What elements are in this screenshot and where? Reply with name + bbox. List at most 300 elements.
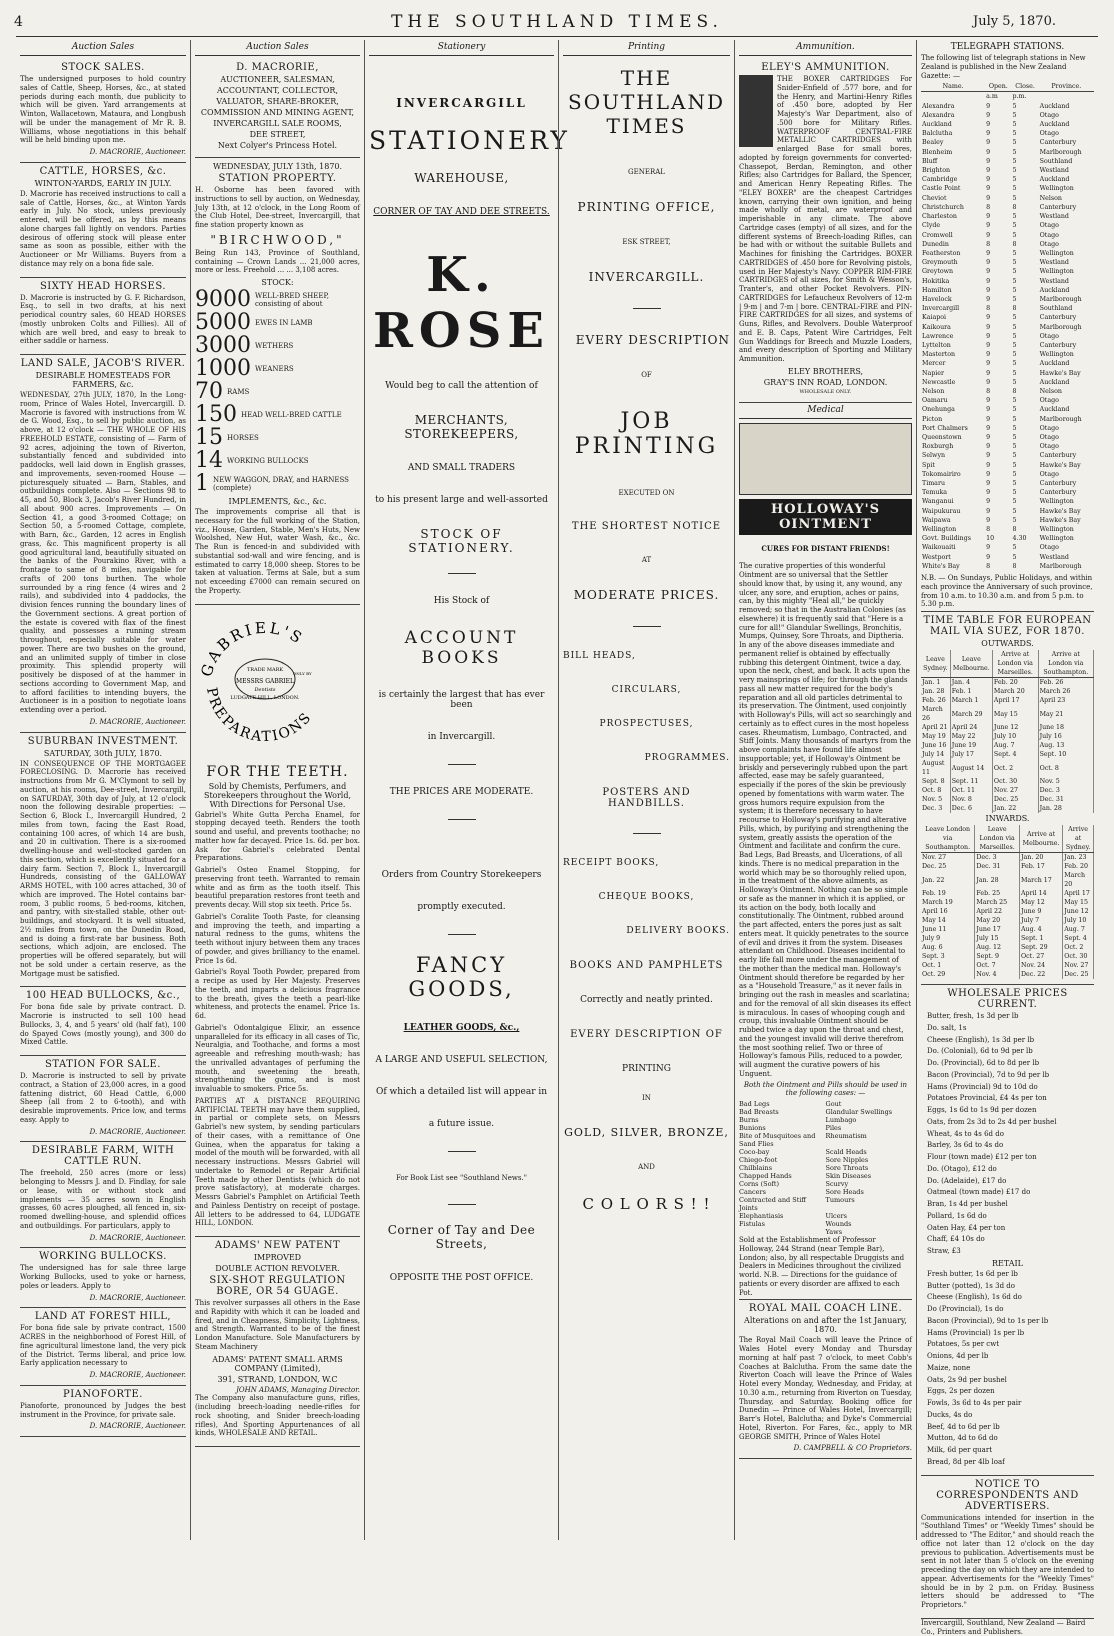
telegraph-cell: Balclutha — [922, 130, 953, 138]
outwards-row — [921, 687, 1094, 696]
mail-cell: August 11 — [921, 759, 950, 777]
mail-cell: Feb. 25 — [975, 889, 1020, 898]
mail-cell: July 16 — [1038, 732, 1093, 741]
printing-prog: PROGRAMMES. — [644, 753, 730, 763]
mail-col-header: Arrive at London via Southampton. — [1038, 650, 1093, 678]
mail-cell: March 19 — [921, 898, 975, 907]
adams-body: This revolver surpasses all others in the Ease and Rapidity with which it can be loaded and fired, and in Cheapness, Simplicity, Lightness, and Strength. Warranted to be of the finest London Manufacture. Sole Manufacturers by Steam Machinery — [195, 1299, 360, 1351]
prices-title: WHOLESALE PRICES CURRENT. — [947, 988, 1068, 1011]
auction-ad — [20, 1386, 186, 1437]
mail-cell: Jan. 22 — [921, 871, 975, 889]
holloway-both: Both the Ointment and Pills should be used in the following cases: — — [743, 1080, 908, 1098]
telegraph-cell: 10 — [986, 535, 995, 543]
ad-body: D. Macrorie is instructed by G. F. Richardson, Esq., to sell in two drafts, at his next periodical country sales, 60 HEAD HORSES (mostly unbroken Colts and Fillies). All of which are well bred, and easy to break to either saddle or harness. — [20, 293, 186, 346]
mail-col-header: Leave London via Southampton. — [921, 825, 975, 853]
telegraph-intro: The following list of telegraph stations in New Zealand is published in the New Zealand Gazette: — — [921, 54, 1086, 80]
stat-detailed: Of which a detailed list will appear in — [375, 1087, 548, 1097]
telegraph-cell: Wanganui — [922, 498, 954, 506]
ad-signature: D. MACRORIE, Auctioneer. — [89, 1233, 186, 1242]
mail-col-header: Leave London via Marseilles. — [975, 825, 1020, 853]
disease-item: Tumours — [825, 1196, 855, 1205]
printing-receipt: RECEIPT BOOKS, — [563, 858, 660, 868]
telegraph-cell: 8 — [1012, 526, 1017, 533]
telegraph-col-header: Close. — [1012, 82, 1039, 92]
telegraph-cell: Wellington — [1039, 535, 1074, 543]
telegraph-cell: 5 — [1012, 286, 1017, 294]
telegraph-cell: Otago — [1039, 231, 1059, 239]
telegraph-row — [921, 138, 1094, 147]
inwards-row — [921, 889, 1094, 898]
inwards-row — [921, 907, 1094, 916]
telegraph-row — [921, 553, 1094, 562]
page-number: 4 — [14, 14, 23, 30]
telegraph-cell: Nelson — [1039, 194, 1062, 202]
telegraph-row — [921, 102, 1094, 111]
telegraph-cell: Otago — [1039, 111, 1059, 119]
holloway-banner: HOLLOWAY'S OINTMENT — [739, 499, 912, 535]
macrorie-line: INVERCARGILL SALE ROOMS, — [213, 119, 342, 128]
mail-cell: Dec. 3 — [1038, 786, 1093, 795]
mail-cell: Feb. 20 — [992, 678, 1038, 688]
telegraph-cell: 9 — [986, 507, 991, 515]
ad-body: For bona fide sale by private contract. D. Macrorie is instructed to sell 100 head Bullocks, 3, 4, and 5 years' old (half fat), 100 do Spayed Cows (mostly young), and 300 do Mixed Cattle. — [20, 1003, 186, 1047]
mail-cell: May 21 — [1038, 705, 1093, 723]
gabriel-items — [195, 811, 360, 1229]
telegraph-cell: Hawke's Bay — [1039, 516, 1081, 524]
stat-prices: THE PRICES ARE MODERATE. — [389, 787, 534, 797]
telegraph-cell: Roxburgh — [922, 443, 954, 451]
telegraph-note: N.B. — On Sundays, Public Holidays, and within each province the Anniversary of such province, from 10 a.m. to 10.30 a.m. and from 5 p.m. to 5.30 p.m. — [921, 574, 1093, 609]
disease-item: Contracted and Stiff Joints — [739, 1196, 807, 1213]
stock-desc: WELL-BRED SHEEP, consisting of about — [255, 292, 329, 308]
retail-item: Hams (Provincial) 1s per lb — [927, 1328, 1025, 1337]
telegraph-cell: 5 — [1012, 415, 1017, 423]
disease-item: Wounds — [825, 1220, 852, 1229]
telegraph-row — [921, 341, 1094, 350]
telegraph-cell: 9 — [986, 397, 991, 405]
ad-signature: D. MACRORIE, Auctioneer. — [89, 1127, 186, 1136]
disease-item — [739, 1228, 826, 1236]
telegraph-cell: Clyde — [922, 222, 941, 230]
divider — [448, 1204, 476, 1205]
telegraph-cell: Picton — [922, 415, 943, 423]
mail-cell: July 7 — [1019, 916, 1062, 925]
telegraph-cell: 9 — [986, 433, 991, 441]
telegraph-cell: Wellington — [1039, 185, 1074, 193]
telegraph-cell: 9 — [986, 461, 991, 469]
telegraph-cell: 9 — [986, 121, 991, 129]
telegraph-row — [921, 194, 1094, 203]
auction-ad — [20, 59, 186, 163]
telegraph-cell: Spit — [922, 461, 935, 469]
mail-cell: June 17 — [975, 925, 1020, 934]
disease-item: Bad Breasts — [739, 1108, 779, 1117]
mail-cell: March 25 — [975, 898, 1020, 907]
telegraph-cell: Port Chalmers — [922, 424, 968, 432]
telegraph-cell: 9 — [986, 139, 991, 147]
mail-cell: March 1 — [950, 696, 992, 705]
mail-cell: Aug. 7 — [992, 741, 1038, 750]
telegraph-cell: Auckland — [922, 121, 952, 129]
eley-sig: ELEY BROTHERS, — [787, 366, 864, 376]
stock-row — [195, 312, 360, 334]
telegraph-cell: Masterton — [922, 351, 956, 359]
telegraph-cell: Westland — [1039, 277, 1069, 285]
telegraph-cell: 5 — [1012, 489, 1017, 497]
telegraph-cell: Westland — [1039, 213, 1069, 221]
divider — [448, 573, 476, 574]
telegraph-cell: Auckland — [1039, 286, 1070, 294]
outwards-row — [921, 678, 1094, 688]
telegraph-cell: 5 — [1012, 323, 1017, 331]
gabriel-item: Gabriel's White Gutta Percha Enamel, for stopping decayed teeth. Renders the tooth sound and useful, and prevents toothache; no matter how far decayed. Price 1s. 6d. per box. Ask for Gabriel's celebrated Dental Preparations. — [195, 810, 360, 863]
telegraph-cell: 9 — [986, 148, 991, 156]
mail-cell: Nov. 4 — [975, 970, 1020, 979]
printing-every: EVERY DESCRIPTION — [575, 333, 730, 347]
telegraph-cell: Canterbury — [1039, 452, 1077, 460]
telegraph-cell: 5 — [1012, 369, 1017, 377]
disease-item: Skin Diseases — [825, 1172, 872, 1181]
eley-title: ELEY'S AMMUNITION. — [761, 62, 890, 73]
stock-row — [195, 404, 360, 426]
retail-item: Cheese (English), 1s 6d do — [927, 1293, 1022, 1302]
telegraph-cell: Invercargill — [922, 305, 960, 313]
telegraph-cell: 5 — [1012, 360, 1017, 368]
mail-cell: Oct. 11 — [950, 786, 992, 795]
telegraph-cell: Greymouth — [922, 259, 958, 267]
telegraph-row — [921, 488, 1094, 497]
outwards-row — [921, 723, 1094, 732]
ad-signature: D. MACRORIE, Auctioneer. — [89, 1422, 186, 1431]
mail-cell: July 15 — [975, 934, 1020, 943]
telegraph-cell: Bealey — [922, 139, 944, 147]
stat-account-books: ACCOUNT BOOKS — [404, 628, 519, 668]
station-name: "BIRCHWOOD," — [210, 232, 345, 247]
mail-cell: April 21 — [921, 723, 950, 732]
column-header: Auction Sales — [195, 40, 360, 56]
adams-company: ADAMS' PATENT SMALL ARMS COMPANY (Limited), — [212, 1354, 343, 1373]
telegraph-cell: 5 — [1012, 424, 1017, 432]
telegraph-cell: Hawke's Bay — [1039, 461, 1081, 469]
telegraph-cell: Otago — [1039, 433, 1059, 441]
telegraph-row — [921, 387, 1094, 396]
retail-item: Maize, none — [927, 1363, 971, 1372]
telegraph-col-header: Province. — [1039, 82, 1094, 92]
mail-cell: June 18 — [1038, 723, 1093, 732]
telegraph-cell: 9 — [986, 369, 991, 377]
telegraph-cell: Auckland — [1039, 176, 1070, 184]
telegraph-col-header: Name. — [921, 82, 985, 92]
telegraph-cell: Mercer — [922, 360, 946, 368]
retail-item: Beef, 4d to 6d per lb — [927, 1422, 1000, 1431]
telegraph-row — [921, 203, 1094, 212]
telegraph-cell: Alexandra — [922, 102, 955, 110]
macrorie-line: ACCOUNTANT, COLLECTOR, — [217, 86, 338, 95]
telegraph-row — [921, 313, 1094, 322]
inwards-row — [921, 934, 1094, 943]
telegraph-cell: 9 — [986, 130, 991, 138]
telegraph-cell: Selwyn — [922, 452, 946, 460]
telegraph-cell: 5 — [1012, 544, 1017, 552]
mail-cell: Sept. 3 — [921, 952, 975, 961]
telegraph-cell: 5 — [1012, 378, 1017, 386]
telegraph-cell: 9 — [986, 231, 991, 239]
telegraph-cell: 5 — [1012, 121, 1017, 129]
disease-item: Bad Legs — [739, 1100, 770, 1109]
telegraph-cell: Featherston — [922, 249, 961, 257]
stock-list — [195, 289, 360, 495]
macrorie-line: DEE STREET, — [249, 130, 306, 139]
telegraph-cell: Kaikoura — [922, 323, 951, 331]
units-spacer — [1039, 92, 1094, 102]
telegraph-row — [921, 111, 1094, 120]
telegraph-cell: 9 — [986, 277, 991, 285]
telegraph-cell: 5 — [1012, 507, 1017, 515]
telegraph-cell: 9 — [986, 286, 991, 294]
price-item: Do. (Adelaide), £17 do — [927, 1176, 1007, 1185]
telegraph-cell: Wellington — [1039, 249, 1074, 257]
adams-tail: The Company also manufacture guns, rifles, (including breech-loading needle-rifles for rock shooting, and Snider breech-loading rifles), And Sporting Appurtenances of all kinds, WHOLESALE AND RETAIL. — [195, 1394, 360, 1438]
macrorie-lines — [195, 75, 360, 150]
disease-item: Chapped Hands — [739, 1172, 792, 1181]
mail-cell: Sept. 8 — [921, 777, 950, 786]
printing-prosp: PROSPECTUSES, — [599, 719, 694, 729]
telegraph-row — [921, 479, 1094, 488]
price-item: Do. (Provincial), 6d to 8d per lb — [927, 1059, 1040, 1068]
ad-body: D. Macrorie is instructed to sell by private contract, a Station of 23,000 acres, in a good fattening district, 60 Head Cattle, 6,000 Sheep (all from 2 to 6-tooth), and with desirable improvements. Price low, and terms easy. Apply to — [20, 1072, 186, 1124]
mail-cell: June 16 — [921, 741, 950, 750]
mail-cell: Feb. 19 — [921, 889, 975, 898]
printing-office: PRINTING OFFICE, — [577, 200, 716, 214]
telegraph-cell: Southland — [1039, 157, 1073, 165]
telegraph-cell: Wellington — [922, 526, 957, 533]
telegraph-cell: Castle Point — [922, 185, 961, 193]
mail-cell: April 22 — [975, 907, 1020, 916]
telegraph-row — [921, 442, 1094, 451]
disease-list — [739, 1100, 912, 1236]
printing-title: THE SOUTHLAND TIMES — [568, 66, 725, 138]
stock-row — [195, 335, 360, 357]
telegraph-cell: Waikouaiti — [922, 544, 956, 552]
ad-body: The undersigned has for sale three large Working Bullocks, used to yoke or harness, poles or leaders. Apply to — [20, 1264, 186, 1290]
price-item: Do. salt, 1s — [927, 1023, 967, 1032]
units-label: a.m — [986, 93, 998, 101]
telegraph-row — [921, 525, 1094, 534]
price-item: Bacon (Provincial), 7d to 9d per lb — [927, 1070, 1050, 1079]
disease-item: Rheumatism — [825, 1132, 867, 1141]
gabriel-item: Gabriel's Royal Tooth Powder, prepared from a recipe as used by Her Majesty. Preserves the teeth, and imparts a delicious fragrance to the breath, gives the teeth a pearl-like whiteness, and protects the enamel. Price 1s. 6d. — [195, 968, 360, 1020]
newspaper-title: THE SOUTHLAND TIMES. — [391, 12, 723, 32]
telegraph-cell: Otago — [1039, 443, 1059, 451]
outwards-label: OUTWARDS. — [981, 639, 1034, 649]
telegraph-row — [921, 415, 1094, 424]
telegraph-cell: Otago — [1039, 332, 1059, 340]
column-header: Auction Sales — [20, 40, 186, 56]
disease-item: Burns — [739, 1116, 759, 1125]
telegraph-cell: Canterbury — [1039, 341, 1077, 349]
telegraph-cell: 5 — [1012, 314, 1017, 322]
telegraph-row — [921, 497, 1094, 506]
telegraph-cell: Westport — [922, 553, 951, 561]
telegraph-row — [921, 433, 1094, 442]
mail-cell: May 19 — [921, 732, 950, 741]
mail-cell: May 20 — [975, 916, 1020, 925]
outwards-row — [921, 795, 1094, 804]
disease-item: Sore Throats — [825, 1164, 869, 1173]
disease-item: Chilblains — [739, 1164, 773, 1173]
stock-count: 150 — [195, 402, 237, 427]
telegraph-cell: 8 — [1012, 387, 1017, 395]
telegraph-cell: 9 — [986, 452, 991, 460]
telegraph-cell: Kaiapoi — [922, 314, 947, 322]
stock-count: 15 — [195, 425, 223, 450]
price-item: Hams (Provincial) 9d to 10d do — [927, 1082, 1038, 1091]
printing-at: AT — [641, 556, 652, 564]
disease-item: Bunions — [739, 1124, 766, 1133]
ad-signature: D. MACRORIE, Auctioneer. — [89, 1371, 186, 1379]
price-item: Pollard, 1s 6d do — [927, 1211, 987, 1220]
inwards-row — [921, 871, 1094, 889]
macrorie-title: D. MACRORIE, — [236, 62, 319, 73]
telegraph-row — [921, 470, 1094, 479]
stock-count: 5000 — [195, 310, 251, 335]
auction-ads-list — [20, 59, 186, 1437]
telegraph-cell: 5 — [1012, 222, 1017, 230]
divider — [448, 764, 476, 765]
telegraph-cell: Auckland — [1039, 406, 1070, 414]
mail-cell: Jan. 28 — [921, 687, 950, 696]
retail-item: Onions, 4d per lb — [927, 1352, 989, 1361]
price-item: Eggs, 1s 6d to 1s 9d per dozen — [927, 1106, 1037, 1115]
telegraph-cell: Wellington — [1039, 268, 1074, 276]
stock-count: 3000 — [195, 333, 251, 358]
telegraph-row — [921, 267, 1094, 276]
telegraph-cell: 5 — [1012, 553, 1017, 561]
mail-cell: June 11 — [921, 925, 975, 934]
telegraph-cell: 8 — [1012, 240, 1017, 248]
retail-label: RETAIL — [991, 1258, 1023, 1268]
telegraph-cell: 8 — [986, 305, 991, 313]
printing-correct: Correctly and neatly printed. — [580, 995, 713, 1005]
telegraph-cell: Hawke's Bay — [1039, 369, 1081, 377]
masthead-rule — [16, 36, 1098, 37]
mail-cell: April 17 — [992, 696, 1038, 705]
column-stationery — [364, 40, 570, 1540]
mail-col-header: Leave Sydney. — [921, 650, 950, 678]
stock-count: 1 — [195, 471, 209, 496]
telegraph-cell: Hamilton — [922, 286, 952, 294]
stock-row — [195, 450, 360, 472]
telegraph-cell: 9 — [986, 314, 991, 322]
telegraph-cell: Cheviot — [922, 194, 947, 202]
prices-current — [921, 985, 1094, 1476]
telegraph-row — [921, 424, 1094, 433]
telegraph-cell: Onehunga — [922, 406, 955, 414]
telegraph-cell: Marlborough — [1039, 148, 1082, 156]
column-header: Stationery — [369, 40, 554, 56]
stock-row — [195, 381, 360, 403]
telegraph-cell: 9 — [986, 102, 991, 110]
telegraph-cell: 5 — [1012, 443, 1017, 451]
printing-moderate: MODERATE PRICES. — [573, 588, 720, 602]
printing-colors: C O L O R S ! ! — [582, 1195, 711, 1213]
column-auction-sales-1 — [16, 40, 190, 1540]
mail-cell: Nov. 24 — [1019, 961, 1062, 970]
station-run: Being Run 143, Province of Southland, containing — Crown Lands ... 21,000 acres, more or less. Freehold ... ... 3,108 acres. — [195, 248, 360, 275]
telegraph-row — [921, 451, 1094, 460]
telegraph-table — [921, 82, 1094, 571]
gabriel-item: Gabriel's Coralite Tooth Paste, for cleansing and improving the teeth, and imparting a natural redness to the gums, whitens the teeth without injury between them any traces of powder, and gives brilliancy to the enamel. Price 1s 6d. — [195, 912, 360, 965]
mail-cell: April 17 — [1063, 889, 1094, 898]
imprint: Invercargill, Southland, New Zealand — Baird Co., Printers and Publishers. — [921, 1618, 1086, 1636]
telegraph-cell: 5 — [1012, 148, 1017, 156]
mail-cell: Sept. 4 — [992, 750, 1038, 759]
mail-cell: June 12 — [1063, 907, 1094, 916]
telegraph-cell: Otago — [1039, 222, 1059, 230]
mail-cell: Sept. 9 — [975, 952, 1020, 961]
retail-item: Fresh butter, 1s 6d per lb — [927, 1269, 1018, 1278]
price-item: Wheat, 4s to 4s 6d do — [927, 1129, 1004, 1138]
stat-rose-name: K. ROSE — [373, 247, 550, 359]
stat-invercargill: INVERCARGILL — [396, 96, 527, 110]
telegraph-cell: Temuka — [922, 489, 948, 497]
telegraph-cell: 5 — [1012, 167, 1017, 175]
emblem-address: LUDGATE HILL, LONDON. — [230, 694, 300, 701]
units-label: p.m. — [1012, 93, 1027, 101]
printing-cheque: CHEQUE BOOKS, — [598, 892, 695, 902]
telegraph-cell: 5 — [1012, 176, 1017, 184]
telegraph-row — [921, 240, 1094, 249]
messrs-label: MESSRS GABRIEL — [236, 677, 294, 685]
retail-item: Butter (potted), 1s 3d do — [927, 1281, 1015, 1290]
outwards-row — [921, 705, 1094, 723]
telegraph-cell: 5 — [1012, 111, 1017, 119]
gabriel-emblem — [195, 613, 335, 753]
telegraph-cell: Auckland — [1039, 378, 1070, 386]
printing-and: AND — [638, 1163, 655, 1171]
retail-item: Fowls, 3s 6d to 4s per pair — [927, 1399, 1022, 1408]
telegraph-cell: 5 — [1012, 452, 1017, 460]
telegraph-cell: Newcastle — [922, 378, 956, 386]
ad-title: LAND SALE, JACOB'S RIVER. — [20, 358, 186, 369]
gabriel-ad — [195, 605, 360, 1238]
mail-cell: May 22 — [950, 732, 992, 741]
stock-desc: HEAD WELL-BRED CATTLE — [241, 411, 342, 419]
mail-cell: Feb. 26 — [1038, 678, 1093, 688]
telegraph-cell: 5 — [1012, 461, 1017, 469]
telegraph-cell: Wellington — [1039, 498, 1074, 506]
telegraph-cell: Marlborough — [1039, 295, 1082, 303]
telegraph-cell: 8 — [1012, 562, 1017, 570]
telegraph-cell: Charleston — [922, 213, 957, 221]
telegraph-cell: 9 — [986, 516, 991, 524]
telegraph-cell: 9 — [986, 222, 991, 230]
telegraph-cell: Brighton — [922, 167, 951, 175]
coach-sig: D. CAMPBELL & CO Proprietors. — [793, 1444, 912, 1453]
telegraph-cell: 9 — [986, 111, 991, 119]
mail-cell: Oct. 1 — [921, 961, 975, 970]
printing-bill: BILL HEADS, — [563, 651, 636, 661]
inwards-table — [921, 825, 1094, 979]
mail-cell: April 16 — [921, 907, 975, 916]
mail-cell: Aug. 4 — [1019, 925, 1062, 934]
stock-heading: STOCK: — [261, 278, 294, 287]
ad-title: DESIRABLE FARM, WITH CATTLE RUN. — [31, 1145, 175, 1168]
mail-cell: July 9 — [921, 934, 975, 943]
mail-cell: Nov. 27 — [992, 786, 1038, 795]
telegraph-cell: 5 — [1012, 185, 1017, 193]
inwards-label: INWARDS. — [985, 814, 1030, 824]
